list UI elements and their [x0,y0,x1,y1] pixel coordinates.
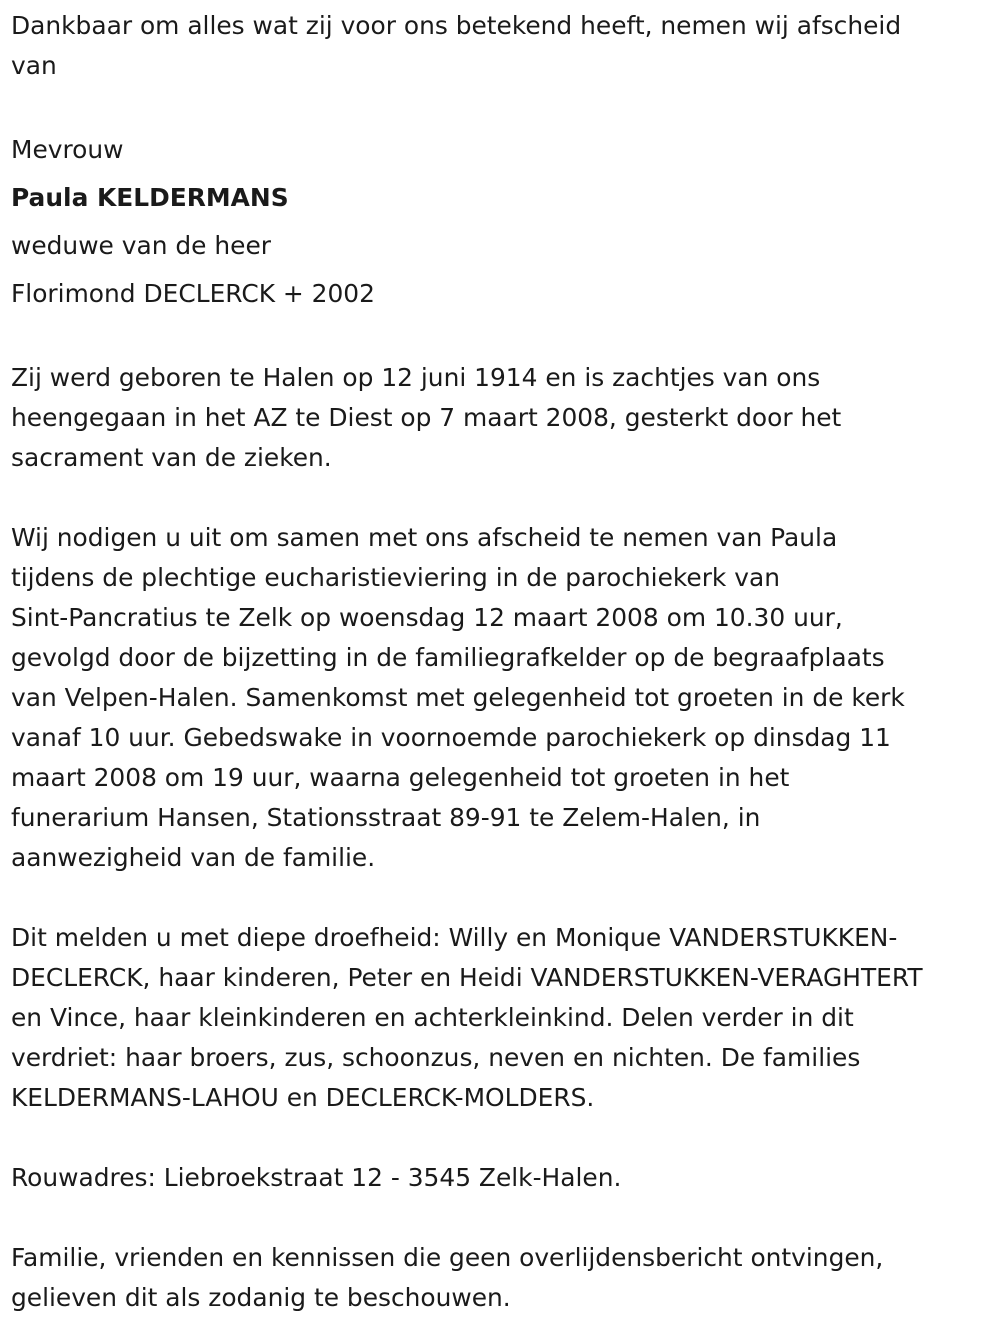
spouse-name: Florimond DECLERCK + 2002 [11,279,375,308]
text-line: en Vince, haar kleinkinderen en achterkleinkind. Delen verder in dit [11,1003,854,1032]
paragraph-gap [11,478,996,518]
text-line: Familie, vrienden en kennissen die geen overlijdensbericht ontvingen, [11,1243,884,1272]
paragraph-gap [11,1198,996,1238]
text-line: Sint-Pancratius te Zelk op woensdag 12 maart 2008 om 10.30 uur, [11,603,843,632]
text-line: maart 2008 om 19 uur, waarna gelegenheid tot groeten in het [11,763,790,792]
intro-paragraph [11,6,996,86]
ceremony-paragraph [11,518,996,878]
text-line: verdriet: haar broers, zus, schoonzus, neven en nichten. De families [11,1043,861,1072]
deceased-block [11,126,996,318]
text-line: van Velpen-Halen. Samenkomst met gelegenheid tot groeten in de kerk [11,683,905,712]
paragraph-gap [11,86,996,126]
birth-paragraph [11,358,996,478]
relation: weduwe van de heer [11,231,271,260]
deceased-name: Paula KELDERMANS [11,183,289,212]
text-line: Wij nodigen u uit om samen met ons afscheid te nemen van Paula [11,523,838,552]
mourning-address: Rouwadres: Liebroekstraat 12 - 3545 Zelk-Halen. [11,1163,622,1192]
family-paragraph [11,918,996,1118]
text-line: gevolgd door de bijzetting in de familiegrafkelder op de begraafplaats [11,643,885,672]
text-line: Dankbaar om alles wat zij voor ons betekend heeft, nemen wij afscheid [11,11,902,40]
paragraph-gap [11,318,996,358]
text-line: sacrament van de zieken. [11,443,332,472]
text-line: heengegaan in het AZ te Diest op 7 maart 2008, gesterkt door het [11,403,842,432]
text-line: Zij werd geboren te Halen op 12 juni 1914 en is zachtjes van ons [11,363,821,392]
text-line: Dit melden u met diepe droefheid: Willy en Monique VANDERSTUKKEN- [11,923,898,952]
closing-paragraph [11,1238,996,1318]
text-line: van [11,51,57,80]
address-paragraph [11,1158,996,1198]
text-line: DECLERCK, haar kinderen, Peter en Heidi VANDERSTUKKEN-VERAGHTERT [11,963,923,992]
obituary-document [11,6,996,1318]
paragraph-gap [11,878,996,918]
honorific: Mevrouw [11,135,124,164]
text-line: gelieven dit als zodanig te beschouwen. [11,1283,511,1312]
text-line: aanwezigheid van de familie. [11,843,376,872]
text-line: vanaf 10 uur. Gebedswake in voornoemde parochiekerk op dinsdag 11 [11,723,891,752]
text-line: KELDERMANS-LAHOU en DECLERCK-MOLDERS. [11,1083,595,1112]
paragraph-gap [11,1118,996,1158]
text-line: funerarium Hansen, Stationsstraat 89-91 te Zelem-Halen, in [11,803,761,832]
text-line: tijdens de plechtige eucharistieviering in de parochiekerk van [11,563,780,592]
